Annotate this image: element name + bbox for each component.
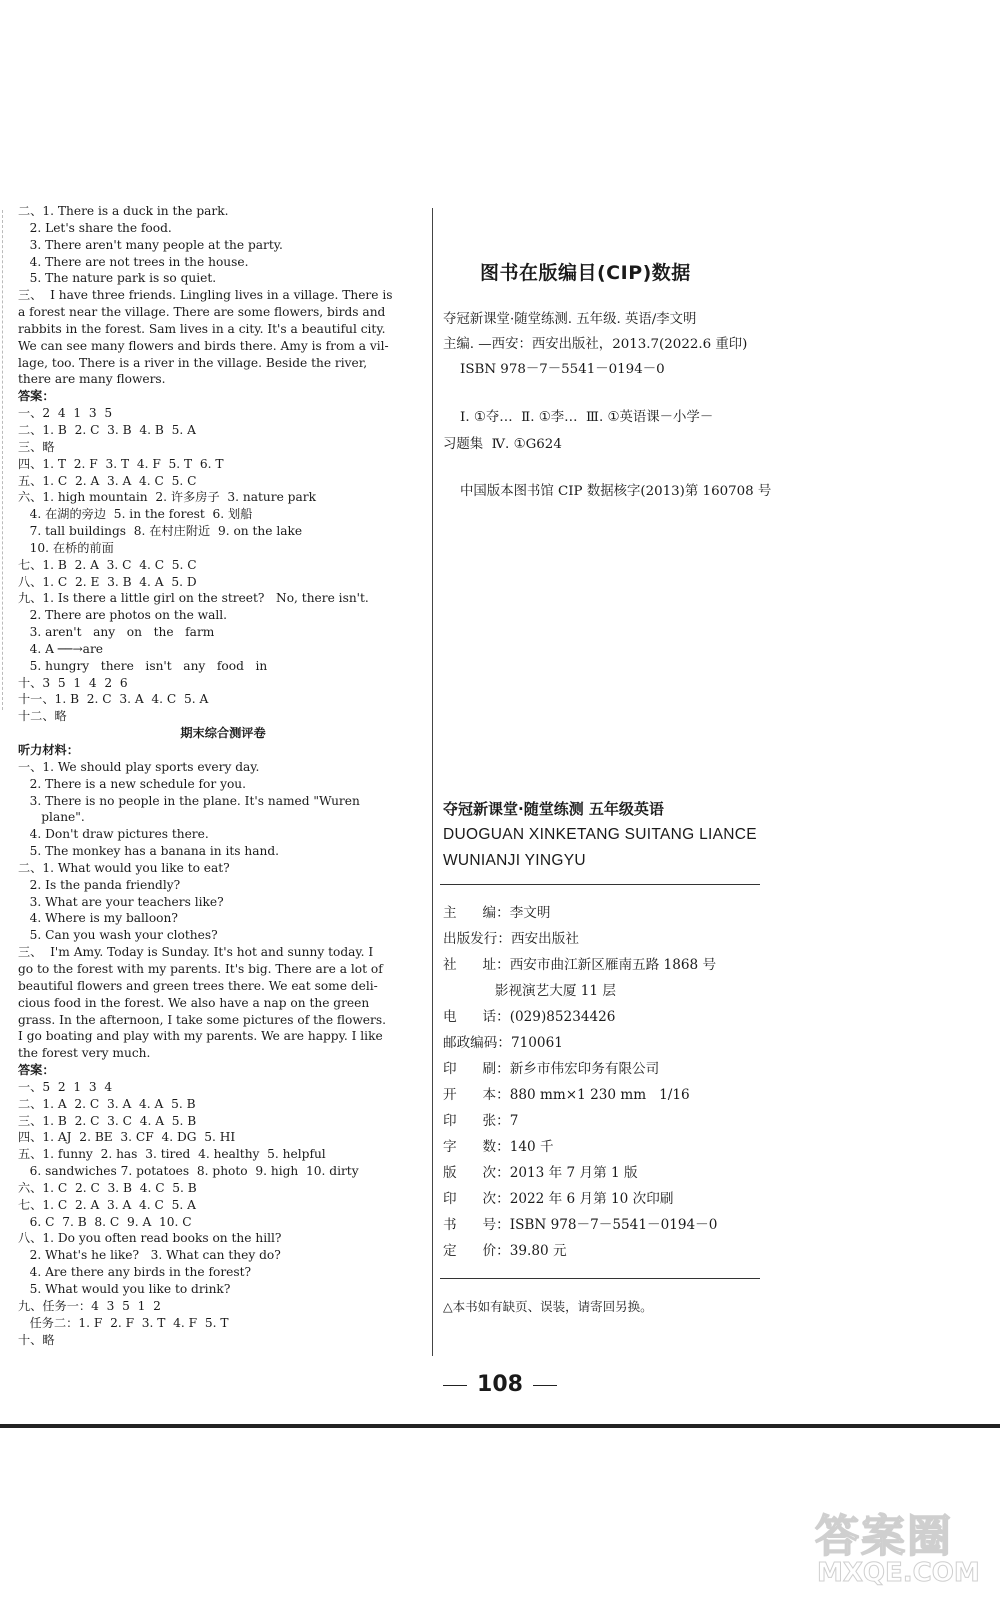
- answer-line: 3. aren't any on the farm: [18, 625, 215, 640]
- answer-line: I go boating and play with my parents. We are happy. I like: [18, 1029, 383, 1044]
- answer-line: 二、1. A 2. C 3. A 4. A 5. B: [18, 1096, 196, 1111]
- answer-line: 四、1. AJ 2. BE 3. CF 4. DG 5. HI: [18, 1130, 236, 1145]
- answer-line: 6. sandwiches 7. potatoes 8. photo 9. high 10. dirty: [18, 1164, 359, 1179]
- answer-line: 四、1. T 2. F 3. T 4. F 5. T 6. T: [18, 456, 224, 471]
- cip-line-5: 习题集 Ⅳ. ①G624: [443, 437, 562, 452]
- cip-line-4: Ⅰ. ①夺… Ⅱ. ①李… Ⅲ. ①英语课－小学－: [443, 410, 714, 425]
- answer-line: 八、1. C 2. E 3. B 4. A 5. D: [18, 574, 197, 589]
- answer-line: go to the forest with my parents. It's big. There are a lot of: [18, 961, 383, 976]
- answer-line: 5. The monkey has a banana in its hand.: [18, 844, 280, 859]
- answer-line: 十、略: [18, 1332, 55, 1347]
- answer-line: 10. 在桥的前面: [18, 540, 114, 555]
- info-row: 印 刷：新乡市伟宏印务有限公司: [443, 1061, 660, 1077]
- answer-line: rabbits in the forest. Sam lives in a city. It's a beautiful city.: [18, 321, 386, 336]
- answer-line: 十一、1. B 2. C 3. A 4. C 5. A: [18, 692, 209, 707]
- answer-line: 三、 I'm Amy. Today is Sunday. It's hot and sunny today. I: [18, 945, 374, 960]
- answer-line: 2. There is a new schedule for you.: [18, 776, 247, 791]
- info-row: 开 本：880 mm×1 230 mm 1/16: [443, 1087, 690, 1103]
- answer-line: 八、1. Do you often read books on the hill?: [18, 1231, 282, 1246]
- cip-line-3: ISBN 978－7－5541－0194－0: [443, 362, 665, 377]
- answer-line: 三、1. B 2. C 3. C 4. A 5. B: [18, 1113, 197, 1128]
- answer-line: 3. There aren't many people at the party.: [18, 237, 283, 252]
- page-number-dash-left: [443, 1385, 467, 1386]
- answer-line: 5. hungry there isn't any food in: [18, 658, 268, 673]
- answer-line: 三、 I have three friends. Lingling lives in a village. There is: [18, 288, 393, 303]
- answer-line: 6. C 7. B 8. C 9. A 10. C: [18, 1214, 192, 1229]
- answer-line: 3. There is no people in the plane. It's named "Wuren: [18, 793, 360, 808]
- info-row: 书 号：ISBN 978－7－5541－0194－0: [443, 1217, 718, 1233]
- answer-line: 2. What's he like? 3. What can they do?: [18, 1248, 281, 1263]
- replacement-note: △本书如有缺页、误装，请寄回另换。: [443, 1299, 653, 1314]
- answer-line: 7. tall buildings 8. 在村庄附近 9. on the lake: [18, 524, 303, 539]
- watermark-text: 答案圈: [815, 1511, 953, 1562]
- answer-line: 答案：: [18, 1063, 55, 1078]
- answer-line: 二、1. B 2. C 3. B 4. B 5. A: [18, 422, 196, 437]
- answer-line: 听力材料：: [18, 743, 79, 757]
- answer-line: 4. Where is my balloon?: [18, 911, 178, 926]
- answer-line: 答案：: [18, 389, 55, 404]
- answer-line: 期末综合测评卷: [180, 726, 266, 741]
- answer-line: 4. Are there any birds in the forest?: [18, 1265, 252, 1280]
- info-top-rule: [440, 884, 760, 885]
- answer-key-column: [18, 203, 428, 1348]
- answer-line: 2. Is the panda friendly?: [18, 877, 181, 892]
- info-row: 主 编：李文明: [443, 905, 551, 921]
- answer-line: 4. A ──→are: [18, 641, 103, 656]
- book-pinyin-line-2: WUNIANJI YINGYU: [443, 852, 586, 869]
- answer-line: 二、1. There is a duck in the park.: [18, 204, 229, 218]
- info-row: 版 次：2013 年 7 月第 1 版: [443, 1165, 638, 1181]
- answer-line: the forest very much.: [18, 1046, 151, 1061]
- answer-line: 一、1. We should play sports every day.: [18, 759, 260, 774]
- info-row: 出版发行：西安出版社: [443, 931, 579, 947]
- answer-line: a forest near the village. There are some flowers, birds and: [18, 305, 386, 320]
- answer-line: 5. Can you wash your clothes?: [18, 928, 218, 943]
- cip-line-1: 夺冠新课堂·随堂练测. 五年级. 英语/李文明: [443, 312, 697, 327]
- answer-line: 六、1. high mountain 2. 许多房子 3. nature park: [18, 490, 316, 505]
- info-row: 影视演艺大厦 11 层: [443, 983, 616, 999]
- answer-line: 一、2 4 1 3 5: [18, 406, 113, 421]
- answer-line: 十二、略: [18, 709, 67, 724]
- bottom-rule: [0, 1424, 1000, 1428]
- info-row: 印 张：7: [443, 1113, 519, 1129]
- answer-line: 九、1. Is there a little girl on the street? No, there isn't.: [18, 591, 369, 606]
- answer-line: 五、1. C 2. A 3. A 4. C 5. C: [18, 473, 197, 488]
- cip-line-6: 中国版本图书馆 CIP 数据核字(2013)第 160708 号: [443, 484, 772, 499]
- info-row: 印 次：2022 年 6 月第 10 次印刷: [443, 1191, 674, 1207]
- answer-line: 4. Don't draw pictures there.: [18, 827, 209, 842]
- watermark-logo: [815, 1500, 995, 1595]
- cip-line-2: 主编. —西安：西安出版社，2013.7(2022.6 重印): [443, 337, 748, 352]
- answer-line: 任务二：1. F 2. F 3. T 4. F 5. T: [18, 1315, 229, 1330]
- answer-line: 5. The nature park is so quiet.: [18, 271, 217, 286]
- info-row: 字 数：140 千: [443, 1139, 554, 1155]
- answer-line: 4. 在湖的旁边 5. in the forest 6. 划船: [18, 507, 253, 522]
- answer-line: 2. Let's share the food.: [18, 220, 172, 235]
- info-bottom-rule: [440, 1278, 760, 1279]
- publication-info: [443, 900, 763, 1264]
- answer-line: 二、1. What would you like to eat?: [18, 860, 230, 875]
- info-row: 电 话：(029)85234426: [443, 1009, 616, 1025]
- page-edge-marks: [2, 210, 4, 710]
- answer-line: 2. There are photos on the wall.: [18, 608, 228, 623]
- answer-line: 九、任务一：4 3 5 1 2: [18, 1298, 161, 1313]
- info-row: 社 址：西安市曲江新区雁南五路 1868 号: [443, 957, 717, 973]
- watermark-url: MXQE.COM: [817, 1558, 980, 1588]
- answer-line: lage, too. There is a river in the village. Beside the river,: [18, 355, 368, 370]
- info-row: 邮政编码：710061: [443, 1035, 563, 1051]
- book-pinyin-line-1: DUOGUAN XINKETANG SUITANG LIANCE: [443, 826, 757, 843]
- cip-title: 图书在版编目(CIP)数据: [480, 262, 691, 284]
- answer-line: 一、5 2 1 3 4: [18, 1079, 113, 1094]
- answer-line: We can see many flowers and birds there. Amy is from a vil-: [18, 338, 389, 353]
- answer-line: plane".: [18, 810, 85, 825]
- answer-line: 七、1. B 2. A 3. C 4. C 5. C: [18, 557, 197, 572]
- answer-line: 十、3 5 1 4 2 6: [18, 675, 128, 690]
- answer-line: grass. In the afternoon, I take some pictures of the flowers.: [18, 1012, 386, 1027]
- answer-line: cious food in the forest. We also have a nap on the green: [18, 995, 370, 1010]
- answer-line: 4. There are not trees in the house.: [18, 254, 249, 269]
- page-number-dash-right: [533, 1385, 557, 1386]
- answer-line: beautiful flowers and green trees there. We eat some deli-: [18, 978, 378, 993]
- answer-line: 七、1. C 2. A 3. A 4. C 5. A: [18, 1197, 196, 1212]
- answer-line: 5. What would you like to drink?: [18, 1282, 231, 1296]
- answer-line: 3. What are your teachers like?: [18, 894, 224, 909]
- column-divider: [432, 208, 433, 1356]
- answer-line: there are many flowers.: [18, 372, 166, 387]
- page-number-value: 108: [477, 1372, 523, 1397]
- answer-line: 三、略: [18, 439, 55, 454]
- info-row: 定 价：39.80 元: [443, 1243, 567, 1259]
- page-number: [0, 1372, 1000, 1397]
- book-title: 夺冠新课堂·随堂练测 五年级英语: [443, 800, 664, 818]
- answer-line: 五、1. funny 2. has 3. tired 4. healthy 5. helpful: [18, 1147, 326, 1162]
- answer-line: 六、1. C 2. C 3. B 4. C 5. B: [18, 1180, 197, 1195]
